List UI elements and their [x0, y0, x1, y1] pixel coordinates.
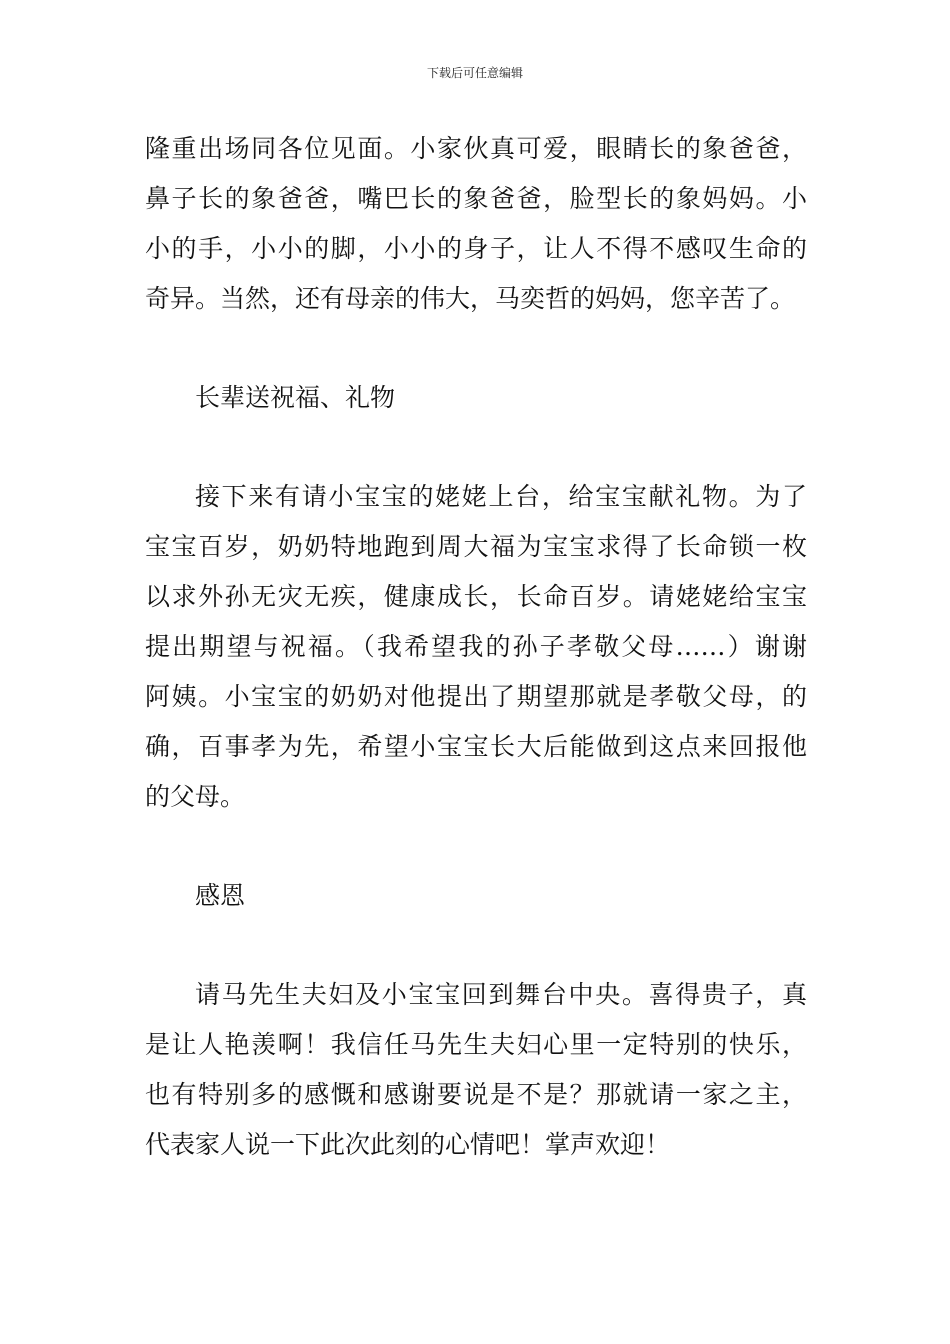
- paragraph-intro: [145, 124, 807, 324]
- text-line: 以求外孙无灾无疾，健康成长，长命百岁。请姥姥给宝宝: [145, 582, 807, 611]
- text-line: 的父母。: [145, 782, 246, 811]
- text-line: 也有特别多的感慨和感谢要说是不是？那就请一家之主，: [145, 1080, 807, 1109]
- text-line: 代表家人说一下此次此刻的心情吧！掌声欢迎！: [145, 1130, 671, 1159]
- text-line: 小的手，小小的脚，小小的身子，让人不得不感叹生命的: [145, 234, 807, 263]
- text-line: 宝宝百岁，奶奶特地跑到周大福为宝宝求得了长命锁一枚: [145, 532, 807, 561]
- text-line: 鼻子长的象爸爸，嘴巴长的象爸爸，脸型长的象妈妈。小: [145, 184, 807, 213]
- text-line: 阿姨。小宝宝的奶奶对他提出了期望那就是孝敬父母，的: [145, 682, 807, 711]
- paragraph-blessing: [145, 472, 807, 822]
- section-heading-gratitude: 感恩: [195, 881, 246, 910]
- text-line: 接下来有请小宝宝的姥姥上台，给宝宝献礼物。为了: [195, 482, 807, 511]
- paragraph-gratitude: [145, 970, 807, 1170]
- text-line: 请马先生夫妇及小宝宝回到舞台中央。喜得贵子，真: [195, 980, 807, 1009]
- text-line: 奇异。当然，还有母亲的伟大，马奕哲的妈妈，您辛苦了。: [145, 284, 796, 313]
- text-line: 提出期望与祝福。（我希望我的孙子孝敬父母……）谢谢: [145, 632, 807, 661]
- text-line: 隆重出场同各位见面。小家伙真可爱，眼睛长的象爸爸，: [145, 134, 807, 163]
- section-heading-blessing: 长辈送祝福、礼物: [195, 383, 396, 412]
- text-line: 确，百事孝为先，希望小宝宝长大后能做到这点来回报他: [145, 732, 807, 761]
- page-header: 下载后可任意编辑: [426, 66, 523, 80]
- text-line: 是让人艳羡啊！我信任马先生夫妇心里一定特别的快乐，: [145, 1030, 807, 1059]
